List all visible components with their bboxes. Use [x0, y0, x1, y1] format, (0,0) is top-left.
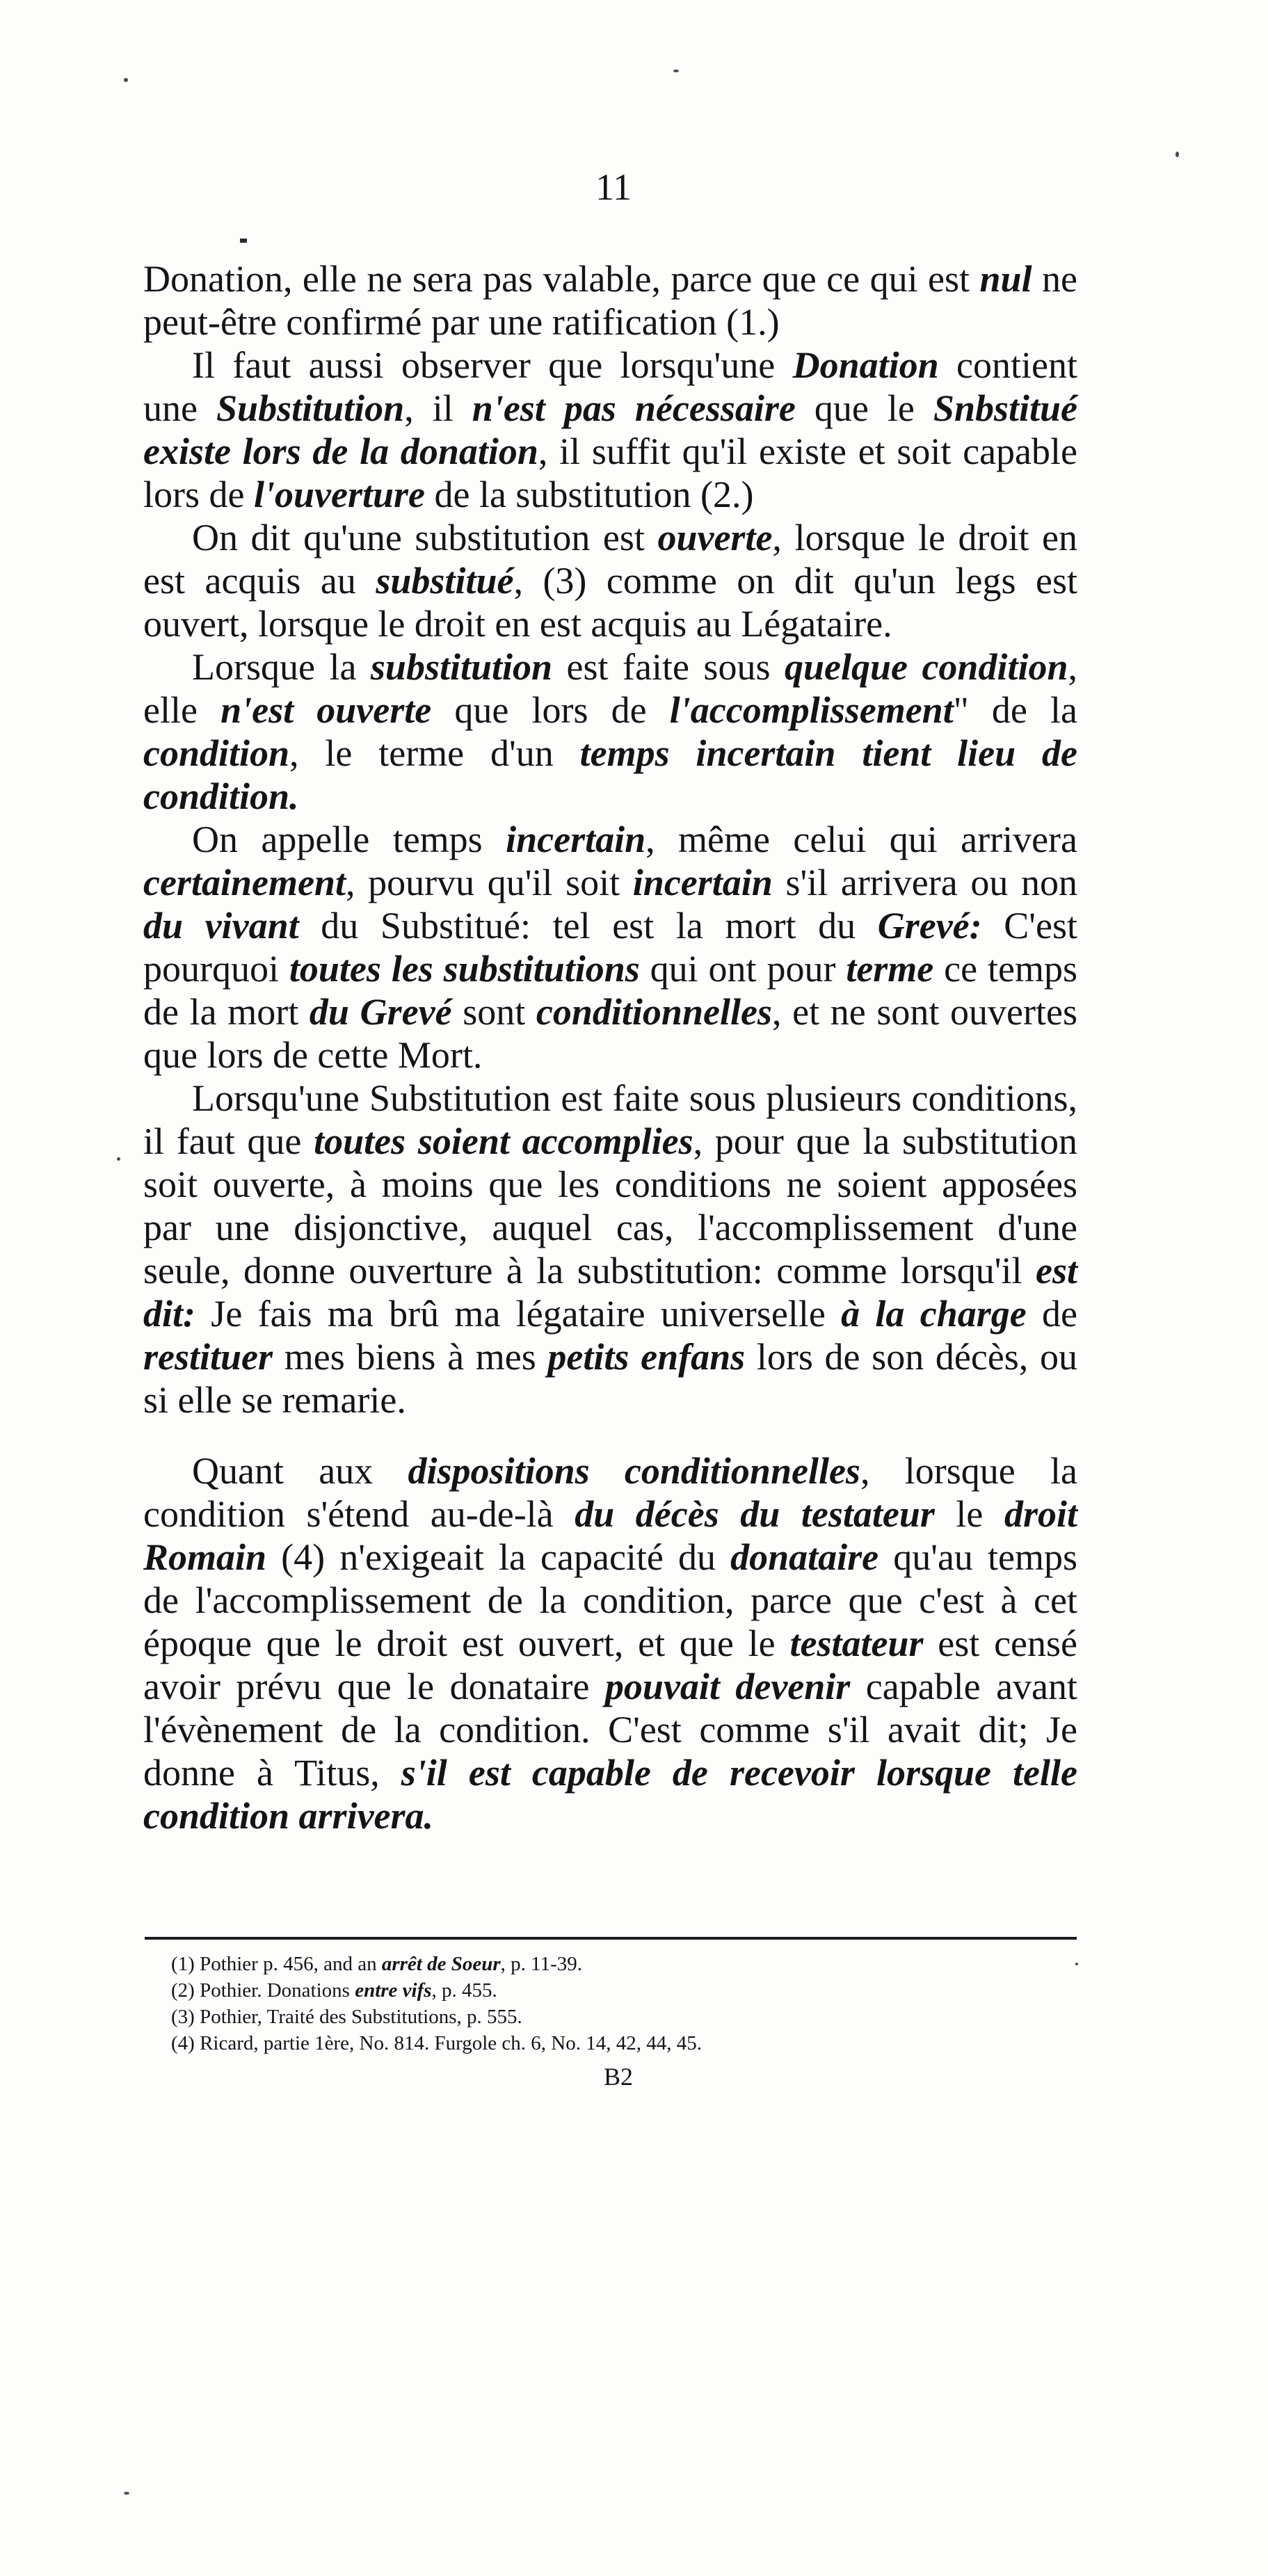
text-run: sont — [451, 991, 536, 1033]
paper-speck — [1175, 152, 1179, 157]
footnote-rule — [145, 1937, 1077, 1940]
italic-text: l'ouverture — [253, 474, 425, 515]
italic-text: substitution — [370, 646, 553, 688]
text-run: , il suffit qu'il existe et soit capable lors de — [143, 430, 1077, 515]
paper-speck — [1075, 1963, 1078, 1965]
text-run: contient une — [143, 344, 1077, 429]
text-run: ne peut-être confirmé par une ratification (1.) — [143, 258, 1078, 343]
text-run: du Substitué: tel est la mort du — [298, 905, 878, 947]
italic-text: petits enfans — [547, 1336, 746, 1378]
paragraph — [143, 818, 1077, 1077]
italic-text: Substitution — [216, 387, 405, 429]
paragraph — [143, 257, 1077, 344]
body-text — [143, 257, 1077, 1837]
italic-text: n'est pas nécessaire — [472, 387, 796, 429]
text-run: qui ont pour — [639, 948, 846, 990]
italic-text: incertain — [632, 862, 773, 903]
text-run: ce temps de la mort — [143, 948, 1077, 1033]
text-run: " de la — [953, 689, 1077, 731]
text-run: Je fais ma brû ma légataire universelle — [195, 1293, 842, 1335]
text-run: C'est pourquoi — [143, 905, 1077, 990]
paper-speck — [117, 1157, 120, 1161]
italic-text: arrêt de Soeur — [381, 1953, 501, 1975]
text-run: Il faut aussi observer que lorsqu'une — [192, 344, 793, 386]
italic-text: du vivant — [143, 905, 299, 947]
italic-text: terme — [846, 948, 934, 990]
paragraph — [143, 1449, 1077, 1837]
text-run: , le terme d'un — [289, 732, 580, 774]
signature-mark: B2 — [604, 2063, 634, 2091]
paper-speck — [124, 2492, 129, 2495]
italic-text: dispositions conditionnelles — [408, 1450, 860, 1492]
text-run: , lorsque la condition s'étend au-de-là — [143, 1450, 1077, 1535]
italic-text: temps incertain tient lieu de condition. — [143, 732, 1078, 817]
text-run: (2) Pothier. Donations — [171, 1979, 355, 2002]
italic-text: toutes soient accomplies — [314, 1120, 693, 1162]
text-run: (3) Pothier, Traité des Substitutions, p. 555. — [171, 2006, 522, 2028]
italic-text: quelque condition — [784, 646, 1068, 688]
text-run: qu'au temps de l'accomplissement de la condition, parce que c'est à cet époque que le droit est ouvert, et que le — [143, 1536, 1078, 1664]
text-run: mes biens à mes — [273, 1336, 548, 1378]
italic-text: Grevé: — [877, 905, 982, 947]
text-run: , même celui qui arrivera — [645, 819, 1077, 860]
italic-text: certainement — [143, 862, 346, 903]
italic-text: du décès du testateur — [575, 1493, 935, 1535]
text-run: , pourvu qu'il soit — [345, 862, 633, 903]
text-run: s'il arrivera ou non — [772, 862, 1077, 903]
footnote — [171, 2030, 1075, 2056]
paragraph — [143, 344, 1077, 516]
italic-text: incertain — [506, 819, 646, 860]
footnote — [171, 2004, 1075, 2030]
text-run: (4) n'exigeait la capacité du — [266, 1536, 731, 1578]
text-run: On appelle temps — [192, 819, 506, 860]
italic-text: Donation — [792, 344, 939, 386]
text-run: de la substitution (2.) — [424, 474, 754, 515]
italic-text: du Grevé — [309, 991, 452, 1033]
italic-text: ouverte — [657, 517, 773, 558]
italic-text: est dit: — [143, 1250, 1077, 1335]
italic-text: entre vifs — [355, 1979, 432, 2002]
text-run: que le — [795, 387, 933, 429]
text-run: est censé avoir prévu que le donataire — [143, 1623, 1077, 1707]
italic-text: testateur — [789, 1623, 924, 1664]
text-run: , et ne sont ouvertes que lors de cette Mort. — [143, 991, 1077, 1076]
text-run: que lors de — [431, 689, 670, 731]
italic-text: l'accomplissement — [669, 689, 954, 731]
paper-speck — [124, 78, 128, 82]
text-run: , lorsque le droit en est acquis au — [143, 517, 1077, 602]
footnotes — [171, 1951, 1075, 2056]
paper-speck — [673, 70, 679, 72]
page-mark — [240, 239, 247, 243]
text-run: , pour que la substitution soit ouverte, à moins que les conditions ne soient apposées par une disjonctive, auquel cas, l'accomplissement d'une seule, donne ouverture à la substitution: comme lorsqu'il — [143, 1120, 1078, 1291]
italic-text: Snbstitué existe lors de la donation — [143, 387, 1077, 472]
text-run: Lorsqu'une Substitution est faite sous plusieurs conditions, il faut que — [143, 1077, 1077, 1162]
text-run: de — [1026, 1293, 1077, 1335]
paragraph — [143, 516, 1077, 645]
page-number: 11 — [595, 166, 632, 208]
italic-text: donataire — [730, 1536, 879, 1578]
paragraph — [143, 645, 1077, 818]
italic-text: toutes les substitutions — [289, 948, 640, 990]
text-run: , p. 11-39. — [500, 1953, 582, 1975]
italic-text: condition — [143, 732, 290, 774]
text-run: , il — [404, 387, 472, 429]
text-run: (1) Pothier p. 456, and an — [171, 1953, 382, 1975]
italic-text: substitué — [376, 560, 514, 602]
italic-text: pouvait devenir — [604, 1666, 851, 1707]
italic-text: à la charge — [841, 1293, 1027, 1335]
italic-text: droit Romain — [143, 1493, 1077, 1578]
italic-text: n'est ouverte — [220, 689, 432, 731]
italic-text: nul — [979, 258, 1032, 300]
text-run: capable avant l'évènement de la condition. C'est comme s'il avait dit; Je donne à Titus, — [143, 1666, 1078, 1794]
footnote — [171, 1977, 1075, 2004]
text-run: , elle — [143, 646, 1077, 731]
italic-text: restituer — [143, 1336, 273, 1378]
text-run: Donation, elle ne sera pas valable, parce que ce qui est — [143, 258, 980, 300]
text-run: , p. 455. — [431, 1979, 497, 2002]
italic-text: conditionnelles — [536, 991, 772, 1033]
text-run: est faite sous — [552, 646, 785, 688]
paragraph — [143, 1077, 1077, 1422]
text-run: On dit qu'une substitution est — [192, 517, 658, 558]
text-run: Lorsque la — [192, 646, 371, 688]
text-run: Quant aux — [192, 1450, 408, 1492]
italic-text: s'il est capable de recevoir lorsque telle condition arrivera. — [143, 1752, 1077, 1837]
text-run: (4) Ricard, partie 1ère, No. 814. Furgole ch. 6, No. 14, 42, 44, 45. — [171, 2032, 702, 2054]
text-run: le — [934, 1493, 1004, 1535]
text-run: , (3) comme on dit qu'un legs est ouvert, lorsque le droit en est acquis au Légataire. — [143, 560, 1077, 645]
footnote — [171, 1951, 1075, 1977]
text-run: lors de son décès, ou si elle se remarie. — [143, 1336, 1077, 1421]
